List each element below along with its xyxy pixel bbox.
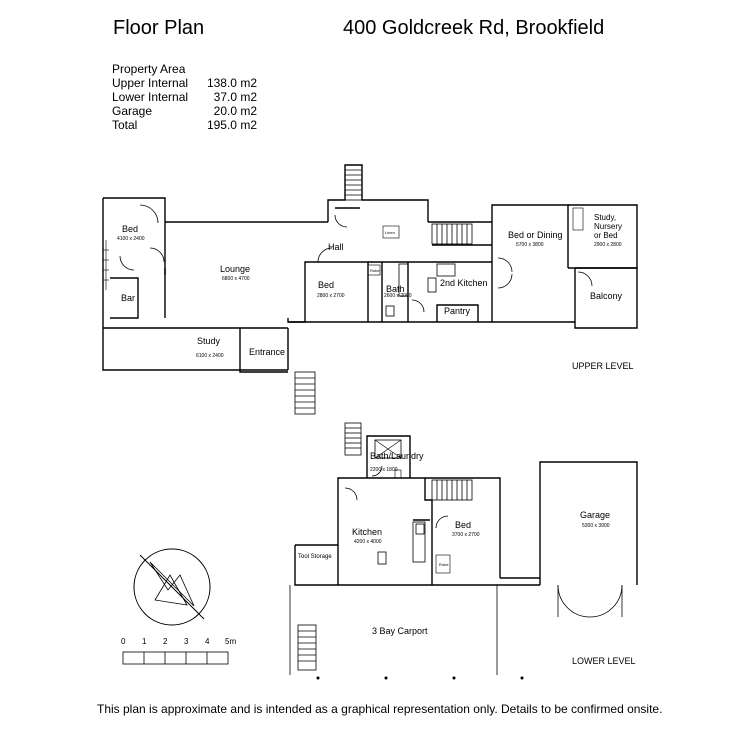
scale-tick: 0 — [121, 637, 126, 646]
door-arc — [345, 488, 357, 500]
scale-tick: 3 — [184, 637, 189, 646]
stairs-hall — [432, 224, 472, 244]
room-dim: 2200 x 1800 — [370, 467, 398, 473]
north-arrow-icon — [134, 549, 210, 625]
robe-label: Robe — [439, 562, 449, 567]
door-arc — [498, 258, 512, 272]
room-label-2nd-kitchen: 2nd Kitchen — [440, 278, 488, 288]
area-label: Upper Internal — [112, 76, 189, 90]
linen-label: Linen — [385, 230, 395, 235]
wall — [328, 165, 428, 222]
door-arc — [412, 300, 424, 312]
room-label-study-nursery: Study, — [594, 213, 617, 222]
wall — [103, 198, 165, 222]
stairs-bed-wing — [103, 240, 109, 290]
door-arc — [590, 585, 622, 617]
door-arc — [578, 272, 592, 286]
property-address: 400 Goldcreek Rd, Brookfield — [343, 17, 605, 39]
room-dim: 3700 x 2700 — [452, 532, 480, 538]
room-label-study: Study — [197, 336, 221, 346]
room-dim: 4100 x 2400 — [117, 236, 145, 242]
area-value: 37.0 m2 — [213, 90, 257, 104]
room-label-bed: Bed — [122, 224, 139, 234]
area-value: 20.0 m2 — [213, 104, 257, 118]
area-row — [112, 104, 257, 118]
stove — [416, 524, 424, 534]
area-label: Lower Internal — [112, 90, 189, 104]
room-dim: 4200 x 4000 — [354, 539, 382, 545]
wall — [492, 205, 568, 322]
room-label-bar: Bar — [121, 293, 136, 303]
bath-basin — [386, 306, 394, 316]
island — [378, 552, 386, 564]
room-dim: 5700 x 3800 — [516, 242, 544, 248]
wall — [425, 478, 432, 585]
room-label-tool-storage: Tool Storage — [298, 554, 332, 560]
scale-tick: 2 — [163, 637, 168, 646]
upper-level-label: UPPER LEVEL — [572, 361, 634, 371]
property-area-heading: Property Area — [112, 62, 186, 76]
stairs-lower-internal — [432, 480, 472, 500]
room-label-study-nursery: Nursery — [594, 222, 623, 231]
scale-tick: 5m — [225, 637, 237, 646]
stairs-lower-top — [345, 423, 361, 455]
page-title: Floor Plan — [113, 17, 205, 39]
wall — [288, 262, 368, 322]
room-label-bed: Bed — [318, 280, 335, 290]
room-label-bath-laundry: Bath/Laundry — [370, 451, 424, 461]
door-arc — [558, 585, 590, 617]
bench — [413, 522, 425, 562]
stairs-upper-top — [345, 165, 362, 200]
scale-tick: 4 — [205, 637, 210, 646]
area-label: Garage — [112, 104, 153, 118]
area-value: 195.0 m2 — [206, 118, 257, 132]
stairs-carport — [298, 625, 316, 670]
room-label-study-nursery: or Bed — [594, 231, 618, 240]
area-row — [112, 118, 257, 132]
sink — [428, 278, 436, 292]
area-label: Total — [112, 118, 138, 132]
stairs-entrance — [295, 372, 315, 414]
disclaimer: This plan is approximate and is intended as a graphical representation only. Details to be confirmed onsite. — [97, 702, 663, 716]
area-value: 138.0 m2 — [206, 76, 257, 90]
door-arc — [120, 256, 134, 270]
door-arc — [436, 516, 448, 528]
door-arc — [498, 274, 512, 288]
robe-box — [573, 208, 583, 230]
room-label-bed-or-dining: Bed or Dining — [508, 230, 563, 240]
room-label-kitchen: Kitchen — [352, 527, 383, 537]
room-label-carport: 3 Bay Carport — [372, 626, 428, 636]
room-dim: 2900 x 2800 — [594, 242, 622, 248]
door-arc — [335, 215, 347, 227]
room-dim: 6100 x 2400 — [196, 353, 224, 359]
robe-label: Robe — [370, 268, 380, 273]
wall — [295, 545, 338, 585]
room-label-lounge: Lounge — [220, 264, 251, 274]
room-dim: 6800 x 4700 — [222, 276, 250, 282]
room-label-pantry: Pantry — [444, 306, 471, 316]
door-arc — [140, 205, 158, 223]
stove — [437, 264, 455, 276]
room-label-entrance: Entrance — [249, 347, 286, 357]
door-arc — [150, 248, 164, 262]
room-dim: 2600 x 2000 — [384, 293, 412, 299]
room-label-garage: Garage — [580, 510, 611, 520]
scale-tick: 1 — [142, 637, 147, 646]
room-label-hall: Hall — [328, 242, 344, 252]
room-label-bed: Bed — [455, 520, 472, 530]
room-dim: 5300 x 3900 — [582, 523, 610, 529]
room-label-bath: Bath — [386, 284, 405, 294]
lower-level-label: LOWER LEVEL — [572, 656, 636, 666]
area-row — [112, 90, 257, 104]
area-row — [112, 76, 257, 90]
room-label-balcony: Balcony — [590, 291, 623, 301]
scale-bar — [123, 652, 228, 664]
room-dim: 2800 x 2700 — [317, 293, 345, 299]
carport-posts — [317, 677, 524, 680]
